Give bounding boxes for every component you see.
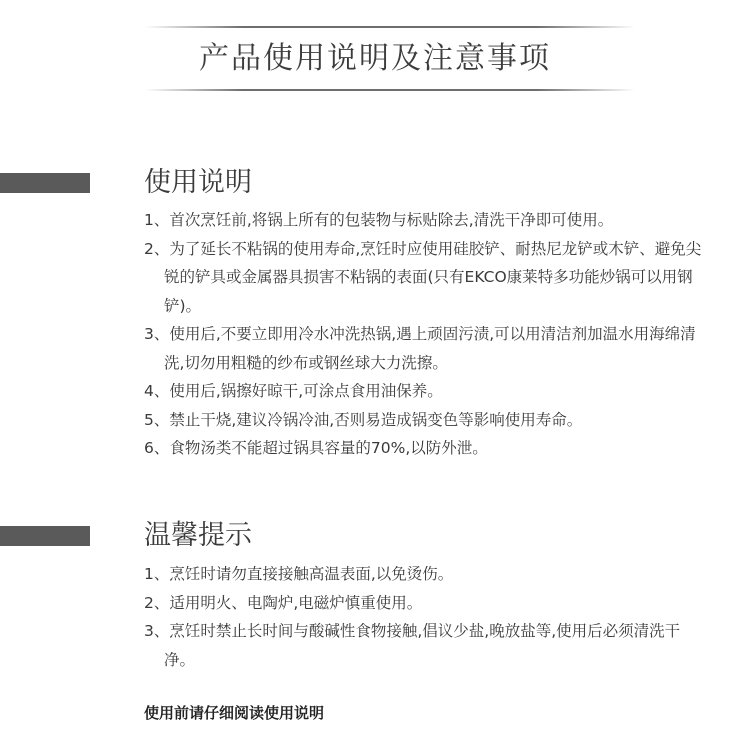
usage-section-heading: 使用说明 [144, 167, 252, 198]
list-item: 2、为了延长不粘锅的使用寿命,烹饪时应使用硅胶铲、耐热尼龙铲或木铲、避免尖锐的铲具或金属器具损害不粘锅的表面(只有EKCO康莱特多功能炒锅可以用钢铲)。 [144, 239, 702, 315]
list-item: 1、烹饪时请勿直接接触高温表面,以免烫伤。 [144, 565, 454, 583]
list-item: 2、适用明火、电陶炉,电磁炉慎重使用。 [144, 593, 423, 612]
list-item: 1、首次烹饪前,将锅上所有的包装物与标贴除去,清洗干净即可使用。 [144, 211, 614, 229]
tips-list [144, 560, 704, 674]
usage-instructions-list [144, 206, 704, 463]
footer-note: 使用前请仔细阅读使用说明 [144, 704, 325, 722]
list-item: 6、食物汤类不能超过锅具容量的70%,以防外泄。 [144, 439, 488, 457]
list-item: 5、禁止干烧,建议冷锅冷油,否则易造成锅变色等影响使用寿命。 [144, 410, 583, 429]
list-item: 3、烹饪时禁止长时间与酸碱性食物接触,倡议少盐,晚放盐等,使用后必须清洗干净。 [144, 622, 681, 669]
list-item: 4、使用后,锅擦好晾干,可涂点食用油保养。 [144, 382, 443, 400]
tips-section-heading: 温馨提示 [144, 520, 252, 551]
usage-section-bar [0, 173, 90, 193]
list-item: 3、使用后,不要立即用冷水冲洗热锅,遇上顽固污渍,可以用清洁剂加温水用海绵清洗,切勿用粗糙的纱布或钢丝球大力洗擦。 [144, 325, 696, 372]
tips-section-bar [0, 526, 90, 546]
page-title: 产品使用说明及注意事项 [199, 41, 551, 76]
title-bottom-rule [145, 89, 635, 91]
title-top-rule [145, 26, 635, 28]
